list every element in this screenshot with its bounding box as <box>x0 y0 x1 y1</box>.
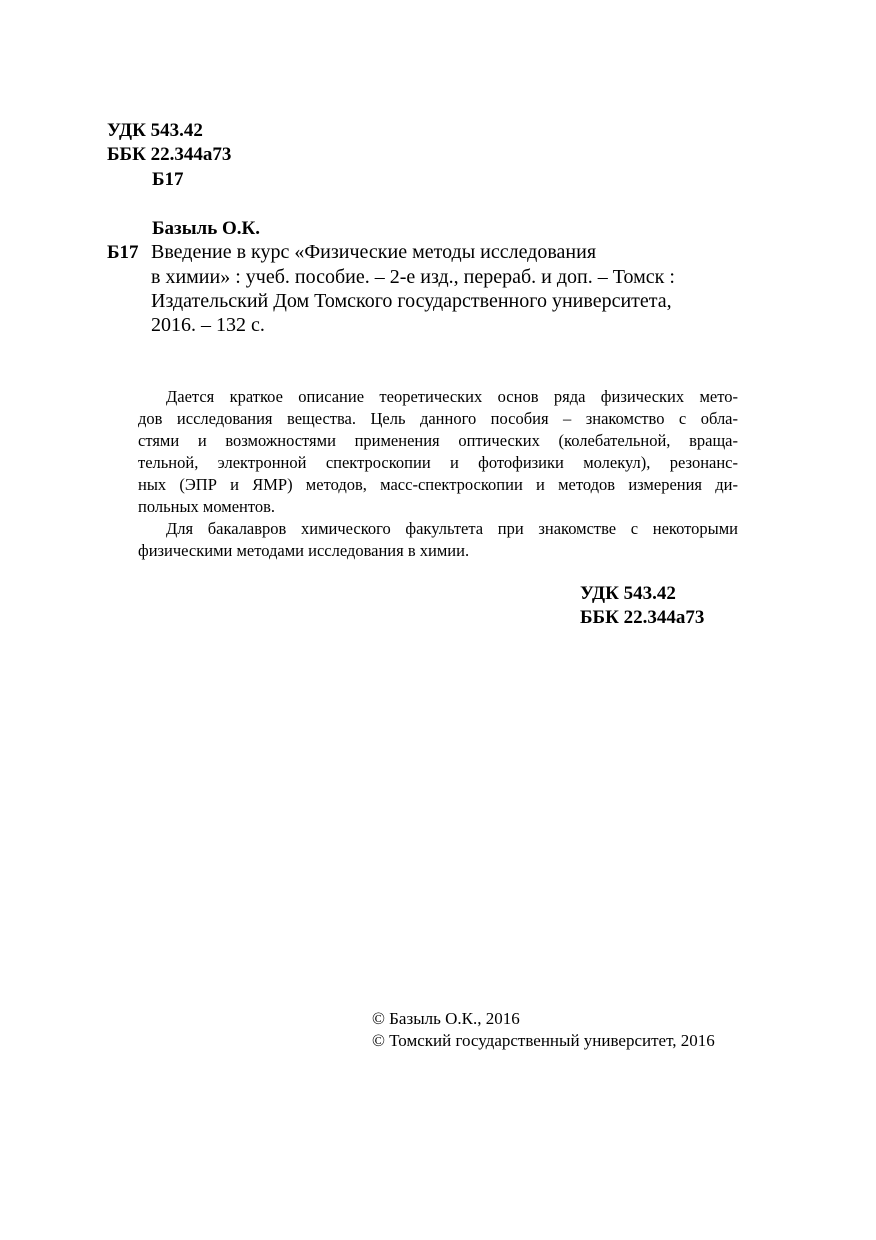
bbk-code-bottom: ББК 22.344а73 <box>580 607 705 628</box>
abstract-line-2: дов исследования вещества. Цель данного пособия – знакомство с обла- <box>138 409 738 428</box>
author-mark-top: Б17 <box>152 169 184 190</box>
citation-title-line-4: 2016. – 132 с. <box>151 314 265 336</box>
abstract-line-4: тельной, электронной спектроскопии и фотофизики молекул), резонанс- <box>138 453 738 472</box>
bbk-code-top: ББК 22.344а73 <box>107 144 232 165</box>
abstract-line-3: стями и возможностями применения оптических (колебательной, враща- <box>138 431 738 450</box>
citation-author-mark: Б17 <box>107 242 139 263</box>
abstract-line-7: Для бакалавров химического факультета при знакомстве с некоторыми <box>166 519 738 538</box>
citation-title-line-2: в химии» : учеб. пособие. – 2-е изд., перераб. и доп. – Томск : <box>151 266 675 288</box>
copyright-author: © Базыль О.К., 2016 <box>372 1009 520 1028</box>
abstract-line-5: ных (ЭПР и ЯМР) методов, масс-спектроскопии и методов измерения ди- <box>138 475 738 494</box>
udk-code-top: УДК 543.42 <box>107 120 203 141</box>
citation-title-line-3: Издательский Дом Томского государственного университета, <box>151 290 672 312</box>
copyright-university: © Томский государственный университет, 2016 <box>372 1031 715 1050</box>
citation-title-line-1: Введение в курс «Физические методы исследования <box>151 241 597 263</box>
abstract-line-1: Дается краткое описание теоретических основ ряда физических мето- <box>166 387 738 406</box>
citation-author: Базыль О.К. <box>152 218 261 239</box>
udk-code-bottom: УДК 543.42 <box>580 583 676 604</box>
abstract-line-6: польных моментов. <box>138 497 276 516</box>
abstract-line-8: физическими методами исследования в химии. <box>138 541 470 560</box>
